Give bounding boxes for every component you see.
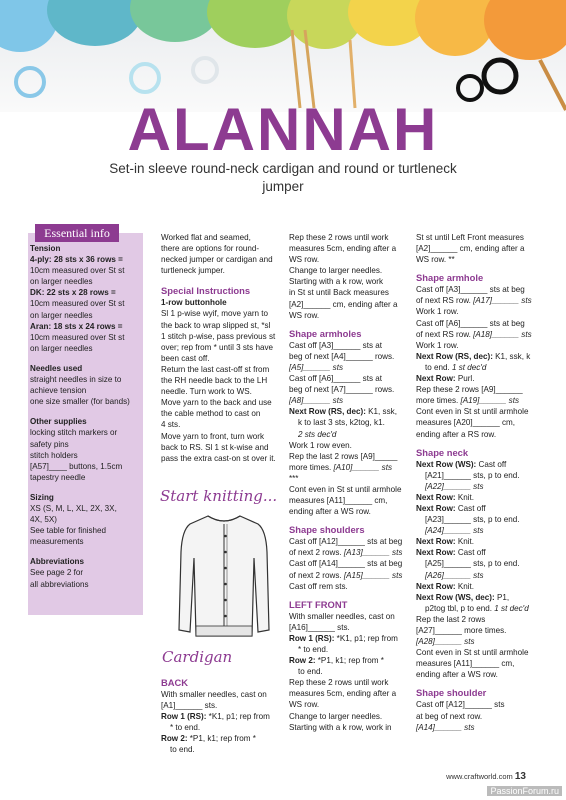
text-line: measures 5cm, ending after a xyxy=(289,689,397,699)
text-line: measures [A11]______ cm, xyxy=(416,659,515,669)
info-line: 4-ply: 28 sts x 36 rows = xyxy=(30,255,123,265)
info-line: See page 2 for xyxy=(30,568,84,578)
tension-heading: Tension xyxy=(30,244,61,253)
text-line: needle. Turn work to WS. xyxy=(161,387,252,397)
text-line: been cast off. xyxy=(161,353,210,363)
text-line: * to end. xyxy=(298,645,329,654)
info-line: [A57]____ buttons, 1.5cm xyxy=(30,461,123,471)
supplies-heading: Other supplies xyxy=(30,417,87,427)
info-line: See table for finished xyxy=(30,526,107,536)
text-line: [A23]______ sts, p to end. xyxy=(425,515,520,525)
text-line: Next Row: Cast off xyxy=(416,503,486,513)
text-line: more times. [A10]______ sts xyxy=(289,462,393,472)
info-line: 4X, 5X) xyxy=(30,515,57,525)
text-line: Cast off [A6]______ sts at xyxy=(289,374,382,384)
info-line: on larger needles xyxy=(30,343,93,353)
text-line: p2tog tbl, p to end. 1 st dec'd xyxy=(425,603,529,613)
text-line: ending after a WS row. xyxy=(416,670,498,680)
text-line: of next RS row. [A17]______ sts xyxy=(416,296,532,306)
page-footer xyxy=(446,771,526,782)
info-line: one size smaller (for bands) xyxy=(30,397,130,407)
text-line: to end. 1 st dec'd xyxy=(425,362,487,372)
info-line: straight needles in size to xyxy=(30,375,122,385)
text-line: ending after a RS row. xyxy=(416,429,497,439)
text-line: turtleneck jumper. xyxy=(161,266,225,276)
text-line: Row 1 (RS): *K1, p1; rep from xyxy=(161,712,270,722)
text-line: Row 1 (RS): *K1, p1; rep from xyxy=(289,633,398,643)
back-heading: BACK xyxy=(161,677,189,688)
info-line: on larger needles xyxy=(30,277,93,287)
text-line: [A1]______ sts. xyxy=(161,701,218,711)
text-line: 4 sts. xyxy=(161,420,181,430)
text-line: necked jumper or cardigan and xyxy=(161,255,273,265)
text-line: Change to larger needles. xyxy=(289,711,383,721)
text-line: Cont even in St st until armhole xyxy=(416,648,529,658)
text-line: Next Row: Purl. xyxy=(416,374,475,384)
text-line: Return the last cast-off st from xyxy=(161,364,270,374)
text-line: Starting with a k row, work xyxy=(289,277,384,287)
column-1 xyxy=(161,232,279,464)
page-title: ALANNAH xyxy=(127,96,439,163)
info-line: stitch holders xyxy=(30,450,78,460)
text-line: WS row. ** xyxy=(416,255,455,265)
text-line: Next Row: Knit. xyxy=(416,492,475,502)
text-line: ending after a WS row. xyxy=(289,507,371,517)
start-knitting-label: Start knitting... xyxy=(160,487,278,505)
text-line: [A26]______ sts xyxy=(425,570,484,580)
text-line: [A25]______ sts, p to end. xyxy=(425,559,520,569)
text-line: WS row. xyxy=(289,700,320,710)
text-line: Move yarn to front, turn work xyxy=(161,431,265,441)
text-line: measures [A20]______ cm, xyxy=(416,418,515,428)
text-line: * to end. xyxy=(170,723,201,733)
cardigan-illustration xyxy=(178,512,270,642)
text-line: Move yarn to the back and use xyxy=(161,398,272,408)
text-line: of next RS row. [A18]______ sts xyxy=(416,329,532,339)
info-line: safety pins xyxy=(30,439,69,449)
text-line: 2 sts dec'd xyxy=(298,429,337,439)
text-line: Change to larger needles. xyxy=(289,266,383,276)
info-line: on larger needles xyxy=(30,310,93,320)
text-line: Rep these 2 rows until work xyxy=(289,678,389,688)
text-line: Next Row (WS): Cast off xyxy=(416,459,507,469)
buttonhole-heading: 1-row buttonhole xyxy=(161,298,227,308)
back-section xyxy=(161,676,279,756)
text-line: the RH needle back to the LH xyxy=(161,376,268,386)
info-line: XS (S, M, L, XL, 2X, 3X, xyxy=(30,503,117,513)
text-line: Next Row: Cast off xyxy=(416,548,486,558)
info-line: DK: 22 sts x 28 rows = xyxy=(30,288,116,298)
text-line: Next Row (WS, dec): P1, xyxy=(416,592,510,602)
left-front-heading: LEFT FRONT xyxy=(289,598,348,610)
text-line: over; rep from * until 3 sts have xyxy=(161,342,274,352)
text-line: Cast off [A3]______ sts at beg xyxy=(416,285,525,295)
info-line: tapestry needle xyxy=(30,472,86,482)
text-line: the back to wrap slipped st, *sl xyxy=(161,320,271,330)
info-line: achieve tension xyxy=(30,386,87,396)
text-line: Rep these 2 rows until work xyxy=(289,233,389,242)
special-instructions-heading: Special Instructions xyxy=(161,285,251,297)
text-line: Row 2: *P1, k1; rep from * xyxy=(289,656,384,666)
shape-neck-heading: Shape neck xyxy=(416,446,469,458)
text-line: beg of next [A7]______ rows. xyxy=(289,385,395,395)
text-line: [A2]______ cm, ending after a xyxy=(289,299,398,309)
text-line: Next Row (RS, dec): K1, ssk, xyxy=(289,407,397,417)
sizing-heading: Sizing xyxy=(30,492,54,502)
info-line: measurements xyxy=(30,537,84,547)
cardigan-label: Cardigan xyxy=(162,648,233,666)
text-line: Row 2: *P1, k1; rep from * xyxy=(161,734,256,744)
text-line: Cast off [A6]______ sts at beg xyxy=(416,318,525,328)
shape-shoulders-heading: Shape shoulders xyxy=(289,524,365,536)
text-line: Rep the last 2 rows [A9]_____ xyxy=(289,451,398,461)
text-line: [A16]______ sts. xyxy=(289,622,350,632)
footer-site[interactable]: www.craftworld.com xyxy=(446,772,513,781)
text-line: With smaller needles, cast on xyxy=(161,690,267,699)
text-line: beg of next [A4]______ rows. xyxy=(289,351,395,361)
text-line: Cast off [A14]______ sts at beg xyxy=(289,559,403,569)
abbreviations-heading: Abbreviations xyxy=(30,557,84,567)
text-line: there are options for round- xyxy=(161,244,260,254)
info-line: 10cm measured over St st xyxy=(30,332,125,342)
text-line: the cable method to cast on xyxy=(161,409,261,419)
text-line: WS row. xyxy=(289,310,320,320)
info-line: 10cm measured over St st xyxy=(30,266,125,276)
text-line: [A22]______ sts xyxy=(425,481,484,491)
text-line: [A8]______ sts xyxy=(289,396,343,406)
text-line: [A28]______ sts xyxy=(416,637,475,647)
page-subtitle: Set-in sleeve round-neck cardigan and round or turtleneck jumper xyxy=(109,161,457,194)
text-line: Next Row (RS, dec): K1, ssk, k xyxy=(416,351,531,361)
text-line: Worked flat and seamed, xyxy=(161,233,251,242)
text-line: Sl 1 p-wise wyif, move yarn to xyxy=(161,309,269,319)
column-2 xyxy=(289,232,407,733)
shape-armhole-heading: Shape armhole xyxy=(416,272,484,284)
text-line: pass the extra cast-on st over it. xyxy=(161,453,276,463)
info-line: locking stitch markers or xyxy=(30,428,118,438)
info-line: Aran: 18 sts x 24 rows = xyxy=(30,321,123,331)
text-line: more times. [A19]______ sts xyxy=(416,396,520,406)
text-line: k to last 3 sts, k2tog, k1. xyxy=(298,418,385,428)
column-3 xyxy=(416,232,536,733)
text-line: of next 2 rows. [A13]______ sts xyxy=(289,548,403,558)
text-line: [A5]______ sts xyxy=(289,362,343,372)
text-line: to end. xyxy=(170,745,195,755)
essential-info-tab: Essential info xyxy=(35,224,119,242)
shape-armholes-heading: Shape armholes xyxy=(289,327,362,339)
text-line: Rep these 2 rows [A9]______ xyxy=(416,385,523,395)
text-line: Work 1 row even. xyxy=(289,440,352,450)
text-line: Cont even in St st until armhole xyxy=(289,484,402,494)
text-line: [A27]______ more times. xyxy=(416,626,507,635)
text-line: [A14]______ sts xyxy=(416,722,475,732)
text-line: to end. xyxy=(298,667,323,677)
text-line: With smaller needles, cast on xyxy=(289,611,395,621)
info-line: all abbreviations xyxy=(30,579,89,589)
text-line: measures [A11]______ cm, xyxy=(289,496,388,506)
text-line: Cast off [A12]______ sts at beg xyxy=(289,537,403,547)
text-line: WS row. xyxy=(289,255,320,265)
text-line: St st until Left Front measures xyxy=(416,233,524,242)
text-line: [A21]______ sts, p to end. xyxy=(425,470,520,480)
text-line: [A24]______ sts xyxy=(425,526,484,536)
text-line: Cast off [A12]______ sts xyxy=(416,700,505,710)
text-line: Work 1 row. xyxy=(416,340,459,350)
text-line: Cont even in St st until armhole xyxy=(416,407,529,417)
text-line: Rep the last 2 rows xyxy=(416,614,486,624)
page-number: 13 xyxy=(514,771,526,782)
watermark: PassionForum.ru xyxy=(487,786,562,796)
text-line: Starting with a k row, work in xyxy=(289,722,392,732)
text-line: Cast off rem sts. xyxy=(289,581,348,591)
essential-info-body xyxy=(30,243,142,590)
text-line: Work 1 row. xyxy=(416,307,459,317)
text-line: 1 stitch p-wise, pass previous st xyxy=(161,331,276,341)
info-line: 10cm measured over St st xyxy=(30,299,125,309)
needles-heading: Needles used xyxy=(30,363,83,373)
text-line: back to RS. Sl 1 st k-wise and xyxy=(161,442,269,452)
text-line: Next Row: Knit. xyxy=(416,581,475,591)
text-line: in St st until Back measures xyxy=(289,288,389,298)
text-line: measures 5cm, ending after a xyxy=(289,244,397,254)
text-line: Next Row: Knit. xyxy=(416,537,475,547)
text-line: of next 2 rows. [A15]______ sts xyxy=(289,570,403,580)
text-line: *** xyxy=(289,473,299,483)
text-line: [A2]______ cm, ending after a xyxy=(416,244,525,254)
text-line: at beg of next row. xyxy=(416,711,483,721)
text-line: Cast off [A3]______ sts at xyxy=(289,340,382,350)
shape-shoulder-heading: Shape shoulder xyxy=(416,687,487,699)
